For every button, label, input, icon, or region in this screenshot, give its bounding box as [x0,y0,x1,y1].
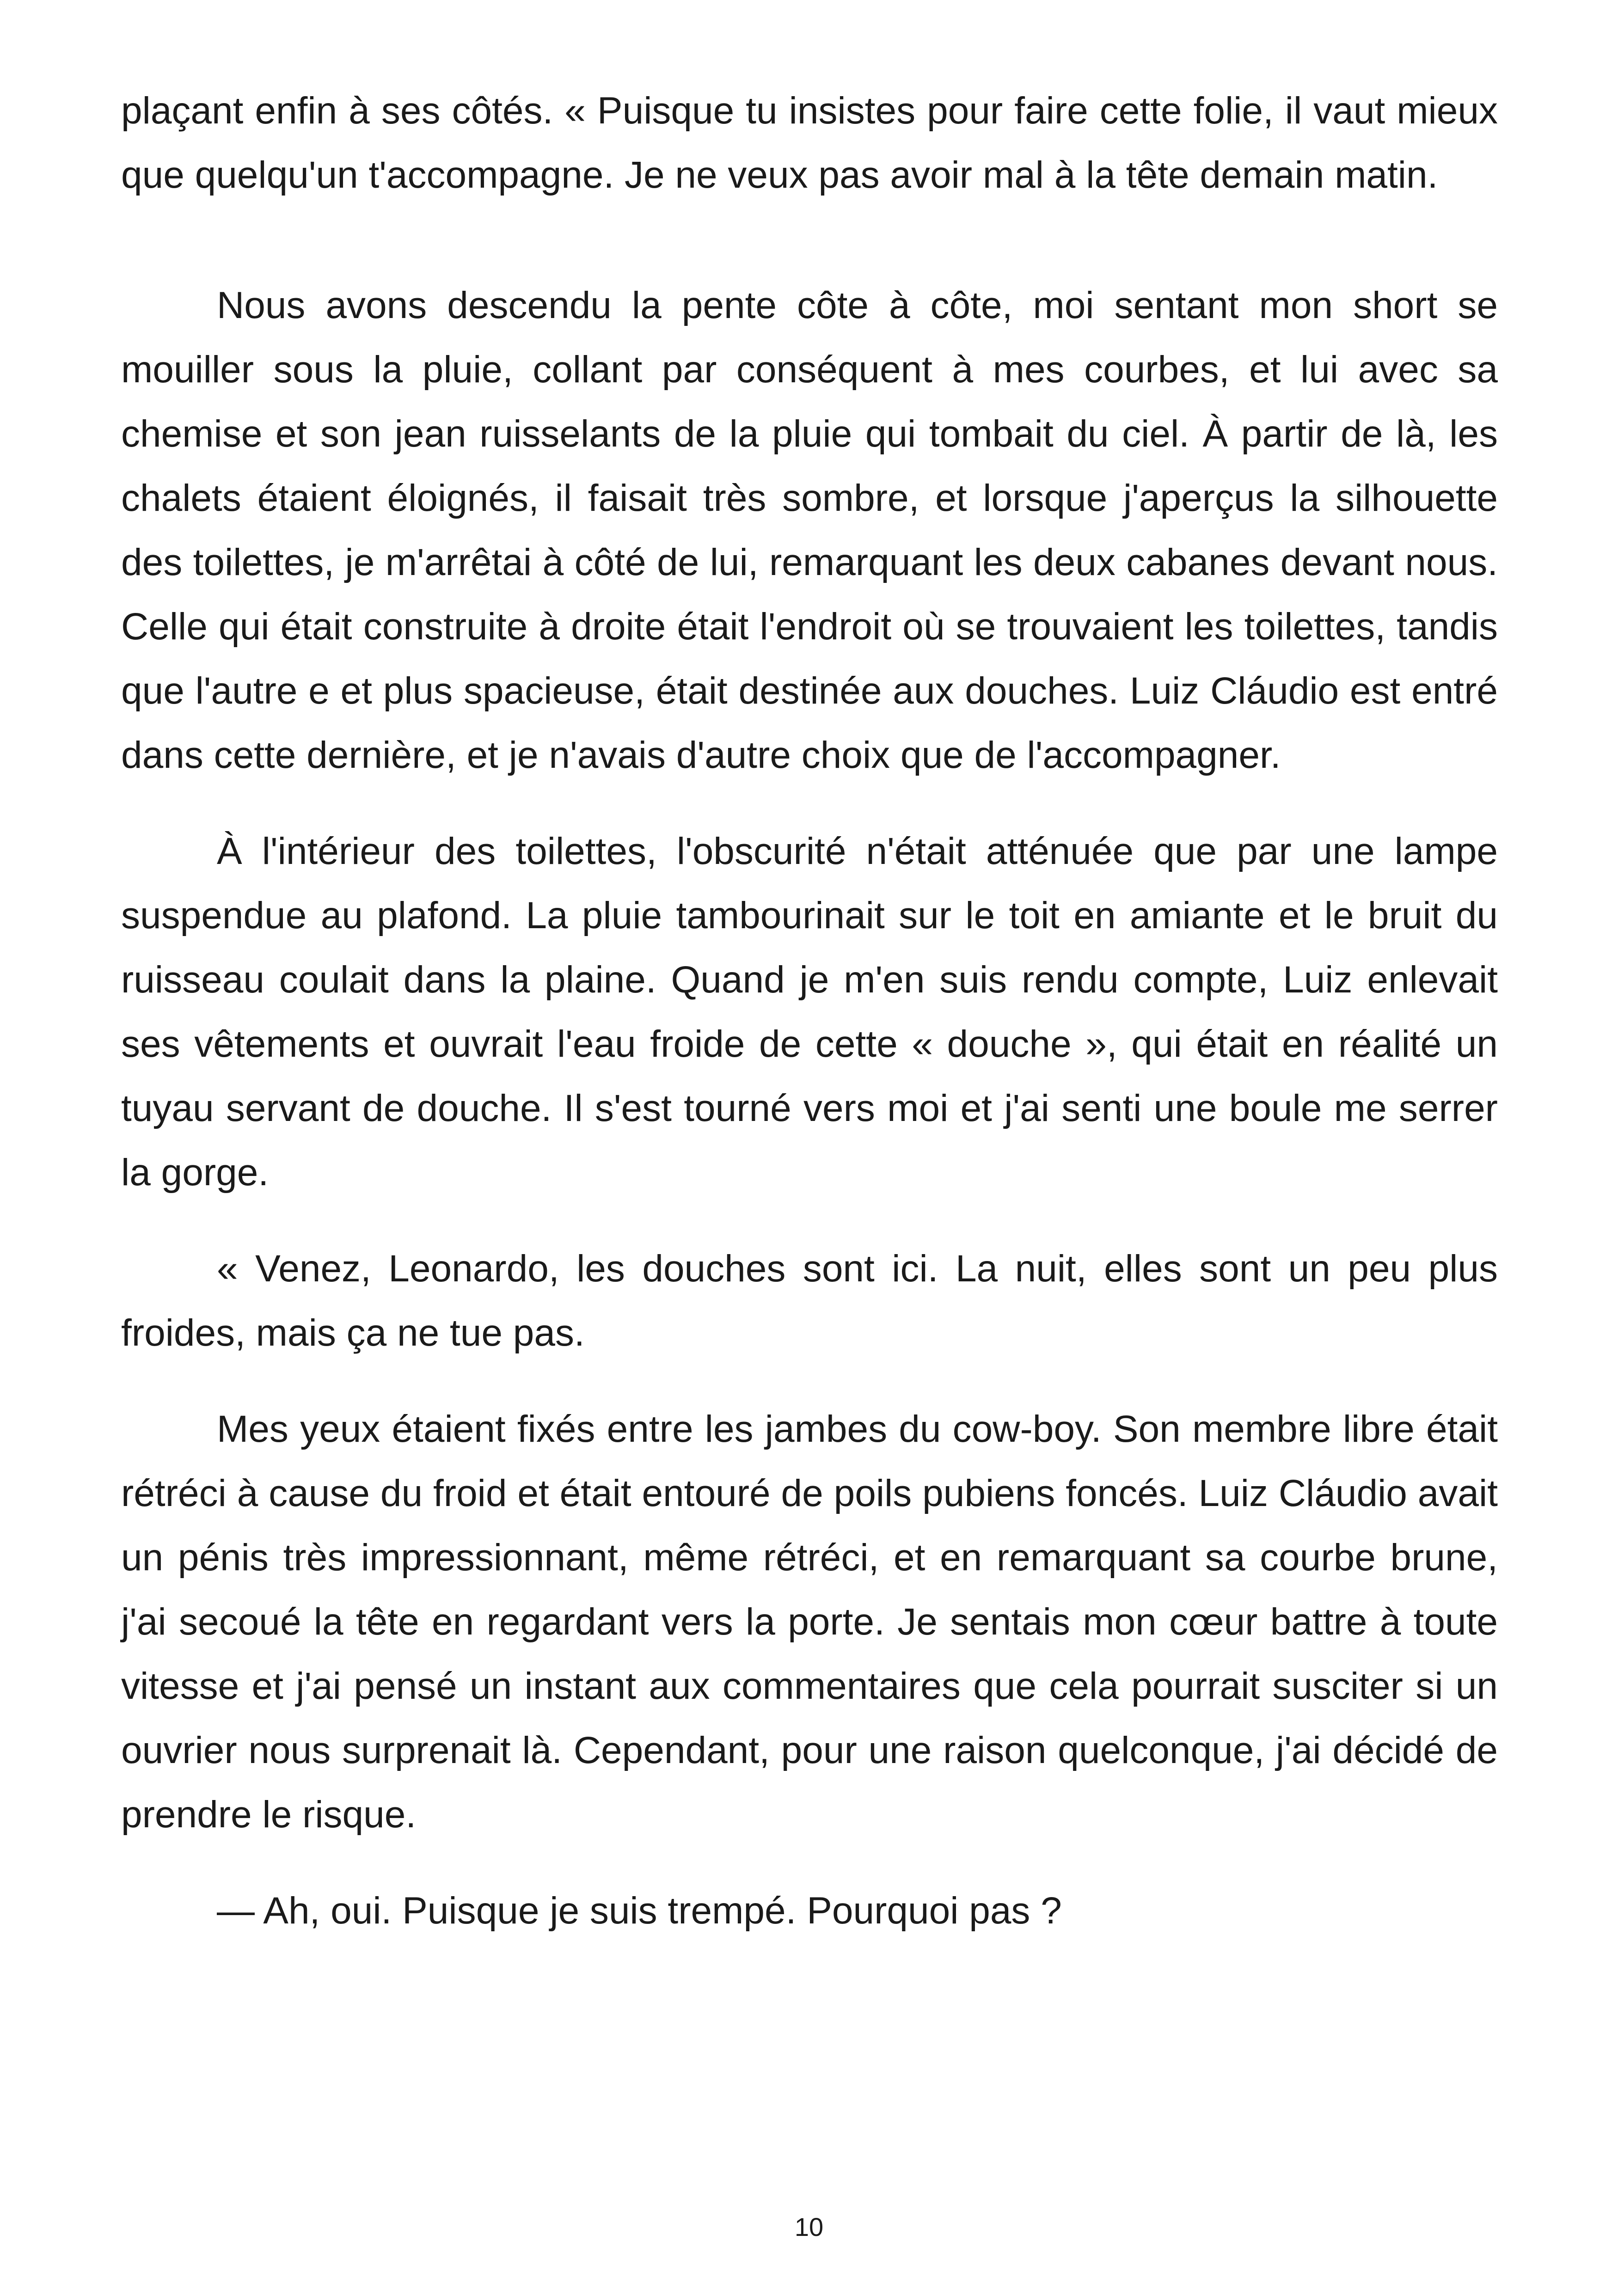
paragraph-continuation: plaçant enfin à ses côtés. « Puisque tu insistes pour faire cette folie, il vaut mieux que quelqu'un t'accompagne. Je ne veux pas avoir mal à la tête demain matin. [121,90,1498,196]
paragraph-interior: À l'intérieur des toilettes, l'obscurité n'était atténuée que par une lampe suspendue au plafond. La pluie tambourinait sur le toit en amiante et le bruit du ruisseau coulait dans la plaine. Quand je m'en suis rendu compte, Luiz enlevait ses vêtements et ouvrait l'eau froide de cette « douche », qui était en réalité un tuyau servant de douche. Il s'est tourné vers moi et j'ai senti une boule me serrer la gorge. [121,830,1498,1194]
paragraph-observation: Mes yeux étaient fixés entre les jambes du cow-boy. Son membre libre était rétréci à cause du froid et était entouré de poils pubiens foncés. Luiz Cláudio avait un pénis très impressionnant, même rétréci, et en remarquant sa courbe brune, j'ai secoué la tête en regardant vers la porte. Je sentais mon cœur battre à toute vitesse et j'ai pensé un instant aux commentaires que cela pourrait susciter si un ouvrier nous surprenait là. Cependant, pour une raison quelconque, j'ai décidé de prendre le risque. [121,1408,1498,1836]
page-body [121,79,1498,1943]
paragraph-dialogue-invitation: « Venez, Leonardo, les douches sont ici. La nuit, elles sont un peu plus froides, mais ça ne tue pas. [121,1248,1498,1354]
page-number: 10 [794,2212,824,2241]
paragraph-descent: Nous avons descendu la pente côte à côte, moi sentant mon short se mouiller sous la pluie, collant par conséquent à mes courbes, et lui avec sa chemise et son jean ruisselants de la pluie qui tombait du ciel. À partir de là, les chalets étaient éloignés, il faisait très sombre, et lorsque j'aperçus la silhouette des toilettes, je m'arrêtai à côté de lui, remarquant les deux cabanes devant nous. Celle qui était construite à droite était l'endroit où se trouvaient les toilettes, tandis que l'autre e et plus spacieuse, était destinée aux douches. Luiz Cláudio est entré dans cette dernière, et je n'avais d'autre choix que de l'accompagner. [121,284,1498,776]
paragraph-dialogue-reply: — Ah, oui. Puisque je suis trempé. Pourquoi pas ? [217,1890,1062,1932]
